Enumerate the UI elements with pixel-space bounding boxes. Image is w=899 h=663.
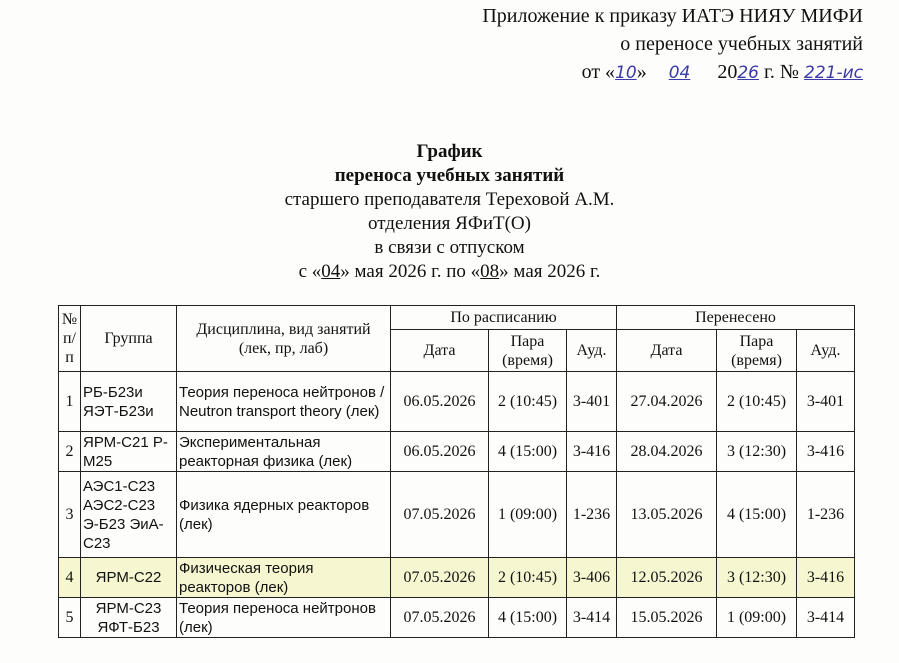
row-num: 2 bbox=[59, 432, 81, 472]
row-group: ЯРМ-С22 bbox=[81, 558, 177, 598]
row-room-moved: 3-416 bbox=[797, 558, 855, 598]
row-pair-scheduled: 2 (10:45) bbox=[489, 558, 567, 598]
table-row bbox=[59, 372, 855, 432]
from-text: от « bbox=[581, 61, 616, 83]
row-discipline: Физическая теория реакторов (лек) bbox=[177, 558, 391, 598]
period-start-month: » мая 2026 bbox=[340, 261, 427, 282]
row-group: АЭС1-С23 АЭС2-С23 Э-Б23 ЭиА-С23 bbox=[81, 472, 177, 558]
table-row bbox=[59, 598, 855, 638]
row-discipline: Экспериментальная реакторная физика (лек) bbox=[177, 432, 391, 472]
row-num: 1 bbox=[59, 372, 81, 432]
col-date1-header: Дата bbox=[391, 330, 489, 372]
table-row bbox=[59, 472, 855, 558]
row-date-scheduled: 07.05.2026 bbox=[391, 598, 489, 638]
col-pair1-header: Пара (время) bbox=[489, 330, 567, 372]
row-date-moved: 12.05.2026 bbox=[617, 558, 717, 598]
row-room-moved: 3-401 bbox=[797, 372, 855, 432]
col-date2-header: Дата bbox=[617, 330, 717, 372]
period-end-month: » мая 2026 bbox=[499, 261, 586, 282]
year-suffix: г. № bbox=[758, 61, 805, 83]
month-handwritten: 04 bbox=[668, 63, 691, 83]
row-discipline: Теория переноса нейтронов (лек) bbox=[177, 598, 391, 638]
row-group: РБ-Б23и ЯЭТ-Б23и bbox=[81, 372, 177, 432]
table-row bbox=[59, 432, 855, 472]
day-handwritten: 10 bbox=[615, 63, 637, 83]
row-date-moved: 15.05.2026 bbox=[617, 598, 717, 638]
row-pair-moved: 2 (10:45) bbox=[717, 372, 797, 432]
year-prefix: 20 bbox=[717, 61, 738, 83]
row-room-scheduled: 1-236 bbox=[567, 472, 617, 558]
table-row bbox=[59, 558, 855, 598]
row-pair-moved: 1 (09:00) bbox=[717, 598, 797, 638]
col-num-header: № п/п bbox=[59, 306, 81, 372]
row-pair-scheduled: 2 (10:45) bbox=[489, 372, 567, 432]
row-room-scheduled: 3-401 bbox=[567, 372, 617, 432]
row-room-scheduled: 3-416 bbox=[567, 432, 617, 472]
period-end-day: 08 bbox=[480, 261, 500, 282]
row-num: 3 bbox=[59, 472, 81, 558]
row-pair-moved: 3 (12:30) bbox=[717, 558, 797, 598]
doc-subtitle: переноса учебных занятий bbox=[334, 165, 565, 186]
row-pair-moved: 4 (15:00) bbox=[717, 472, 797, 558]
row-room-scheduled: 3-414 bbox=[567, 598, 617, 638]
schedule-table bbox=[58, 305, 855, 638]
appendix-line: Приложение к приказу ИАТЭ НИЯУ МИФИ bbox=[482, 5, 863, 27]
row-pair-moved: 3 (12:30) bbox=[717, 432, 797, 472]
reason-line: в связи с отпуском bbox=[374, 237, 525, 258]
row-room-moved: 1-236 bbox=[797, 472, 855, 558]
row-room-moved: 3-414 bbox=[797, 598, 855, 638]
col-group-header: Группа bbox=[81, 306, 177, 372]
row-discipline: Теория переноса нейтронов / Neutron transport theory (лек) bbox=[177, 372, 391, 432]
row-discipline: Физика ядерных реакторов (лек) bbox=[177, 472, 391, 558]
year-handwritten: 26 bbox=[737, 63, 759, 83]
doc-title: График bbox=[416, 141, 483, 162]
row-group: ЯРМ-С21 Р-М25 bbox=[81, 432, 177, 472]
col-room2-header: Ауд. bbox=[797, 330, 855, 372]
row-date-moved: 27.04.2026 bbox=[617, 372, 717, 432]
scheduled-header: По расписанию bbox=[391, 306, 617, 330]
row-date-moved: 28.04.2026 bbox=[617, 432, 717, 472]
row-num: 5 bbox=[59, 598, 81, 638]
row-pair-scheduled: 4 (15:00) bbox=[489, 598, 567, 638]
row-date-scheduled: 06.05.2026 bbox=[391, 432, 489, 472]
row-room-scheduled: 3-406 bbox=[567, 558, 617, 598]
row-date-moved: 13.05.2026 bbox=[617, 472, 717, 558]
row-date-scheduled: 07.05.2026 bbox=[391, 558, 489, 598]
row-pair-scheduled: 1 (09:00) bbox=[489, 472, 567, 558]
row-group: ЯРМ-С23 ЯФТ-Б23 bbox=[81, 598, 177, 638]
order-date-number-line bbox=[582, 60, 863, 85]
col-pair2-header: Пара (время) bbox=[717, 330, 797, 372]
col-discipline-header: Дисциплина, вид занятий (лек, пр, лаб) bbox=[177, 306, 391, 372]
period-line bbox=[0, 260, 899, 284]
col-room1-header: Ауд. bbox=[567, 330, 617, 372]
order-number-handwritten: 221-ис bbox=[804, 63, 863, 83]
order-subject-line: о переносе учебных занятий bbox=[620, 33, 863, 55]
period-to: г. по « bbox=[426, 261, 481, 282]
row-date-scheduled: 07.05.2026 bbox=[391, 472, 489, 558]
row-num: 4 bbox=[59, 558, 81, 598]
row-room-moved: 3-416 bbox=[797, 432, 855, 472]
department-line: отделения ЯФиТ(О) bbox=[368, 213, 531, 234]
quote-close: » bbox=[636, 61, 647, 83]
moved-header: Перенесено bbox=[617, 306, 855, 330]
row-pair-scheduled: 4 (15:00) bbox=[489, 432, 567, 472]
teacher-line: старшего преподавателя Тереховой А.М. bbox=[284, 189, 615, 210]
period-year-suffix: г. bbox=[585, 261, 601, 282]
period-from: с « bbox=[298, 261, 322, 282]
row-date-scheduled: 06.05.2026 bbox=[391, 372, 489, 432]
period-start-day: 04 bbox=[321, 261, 341, 282]
